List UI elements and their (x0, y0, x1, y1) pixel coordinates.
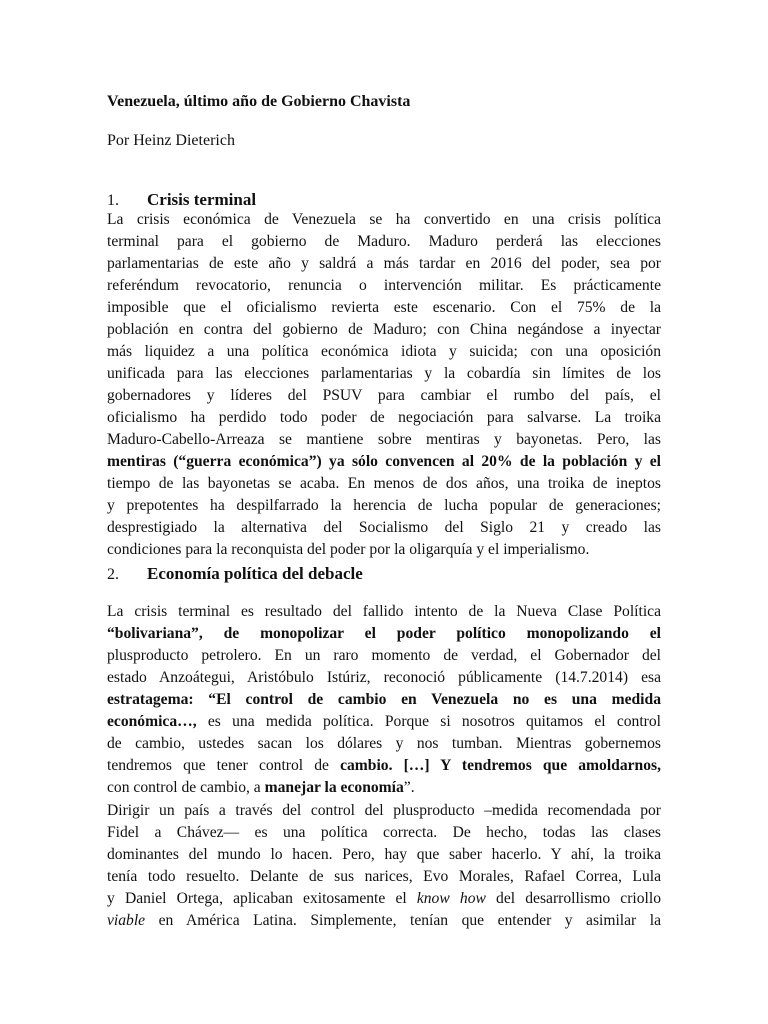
section-number: 1. (107, 192, 119, 209)
text-line: población en contra del gobierno de Maduro; con China negándose a inyectar (107, 321, 661, 338)
text-run: ”. (403, 779, 415, 796)
text-line: y prepotentes ha despilfarrado la herencia de lucha popular de generaciones; (107, 497, 661, 514)
text-line: tiempo de las bayonetas se acaba. En menos de dos años, una troika de ineptos (107, 475, 661, 492)
section-heading (107, 564, 363, 585)
text-line: condiciones para la reconquista del poder por la oligarquía y el imperialismo. (107, 541, 590, 558)
text-line: plusproducto petrolero. En un raro momento de verdad, el Gobernador del (107, 647, 661, 664)
text-run: en América Latina. Simplemente, tenían que entender y asimilar la (145, 912, 661, 929)
document-title: Venezuela, último año de Gobierno Chavista (107, 93, 411, 110)
text-line-bold: estratagema: “El control de cambio en Venezuela no es una medida (107, 691, 661, 708)
section-number: 2. (107, 566, 119, 583)
text-line: estado Anzoátegui, Aristóbulo Istúriz, reconoció públicamente (14.7.2014) esa (107, 669, 661, 686)
paragraph (107, 601, 661, 799)
text-line: unificada para las elecciones parlamentarias y la cobardía sin límites de los (107, 365, 661, 382)
text-line (107, 711, 661, 733)
text-line: dominantes del mundo lo hacen. Pero, hay que saber hacerlo. Y ahí, la troika (107, 846, 661, 863)
section-title: Economía política del debacle (147, 564, 363, 583)
italic-run: know how (416, 890, 486, 907)
paragraph (107, 209, 661, 561)
bold-run: manejar la economía (264, 779, 404, 796)
text-line: Maduro-Cabello-Arreaza se mantiene sobre mentiras y bayonetas. Pero, las (107, 431, 661, 448)
author-line: Por Heinz Dieterich (107, 132, 235, 149)
text-line (107, 910, 661, 932)
text-line: La crisis terminal es resultado del fallido intento de la Nueva Clase Política (107, 603, 661, 620)
bold-run: cambio. […] Y tendremos que amoldarnos, (340, 757, 661, 774)
text-line (107, 888, 661, 910)
bold-run: económica…, (107, 713, 197, 730)
text-line: oficialismo ha perdido todo poder de negociación para salvarse. La troika (107, 409, 661, 426)
text-line: más liquidez a una política económica idiota y suicida; con una oposición (107, 343, 661, 360)
paragraph (107, 800, 661, 932)
text-line: Fidel a Chávez— es una política correcta. De hecho, todas las clases (107, 824, 661, 841)
section-heading (107, 190, 256, 211)
text-line: desprestigiado la alternativa del Socialismo del Siglo 21 y creado las (107, 519, 661, 536)
text-line-bold: “bolivariana”, de monopolizar el poder político monopolizando el (107, 625, 661, 642)
text-run: tendremos que tener control de (107, 757, 341, 774)
section-title: Crisis terminal (147, 190, 257, 209)
text-run: del desarrollismo criollo (485, 890, 661, 907)
text-run: es una medida política. Porque si nosotros quitamos el control (196, 713, 661, 730)
text-line: terminal para el gobierno de Maduro. Maduro perderá las elecciones (107, 233, 661, 250)
text-line-bold: mentiras (“guerra económica”) ya sólo convencen al 20% de la población y el (107, 453, 661, 470)
text-line (107, 755, 661, 777)
italic-run: viable (107, 912, 146, 929)
text-line: de cambio, ustedes sacan los dólares y nos tumban. Mientras gobernemos (107, 735, 661, 752)
text-line: gobernadores y líderes del PSUV para cambiar el rumbo del país, el (107, 387, 661, 404)
text-line: tenía todo resuelto. Delante de sus narices, Evo Morales, Rafael Correa, Lula (107, 868, 661, 885)
text-run: y Daniel Ortega, aplicaban exitosamente el (107, 890, 417, 907)
text-line: parlamentarias de este año y saldrá a más tardar en 2016 del poder, sea por (107, 255, 661, 272)
text-line (107, 777, 661, 799)
text-line: Dirigir un país a través del control del plusproducto –medida recomendada por (107, 802, 661, 819)
text-line: imposible que el oficialismo revierta este escenario. Con el 75% de la (107, 299, 661, 316)
text-line: referéndum revocatorio, renuncia o intervención militar. Es prácticamente (107, 277, 661, 294)
text-line: La crisis económica de Venezuela se ha convertido en una crisis política (107, 211, 661, 228)
text-run: con control de cambio, a (107, 779, 265, 796)
